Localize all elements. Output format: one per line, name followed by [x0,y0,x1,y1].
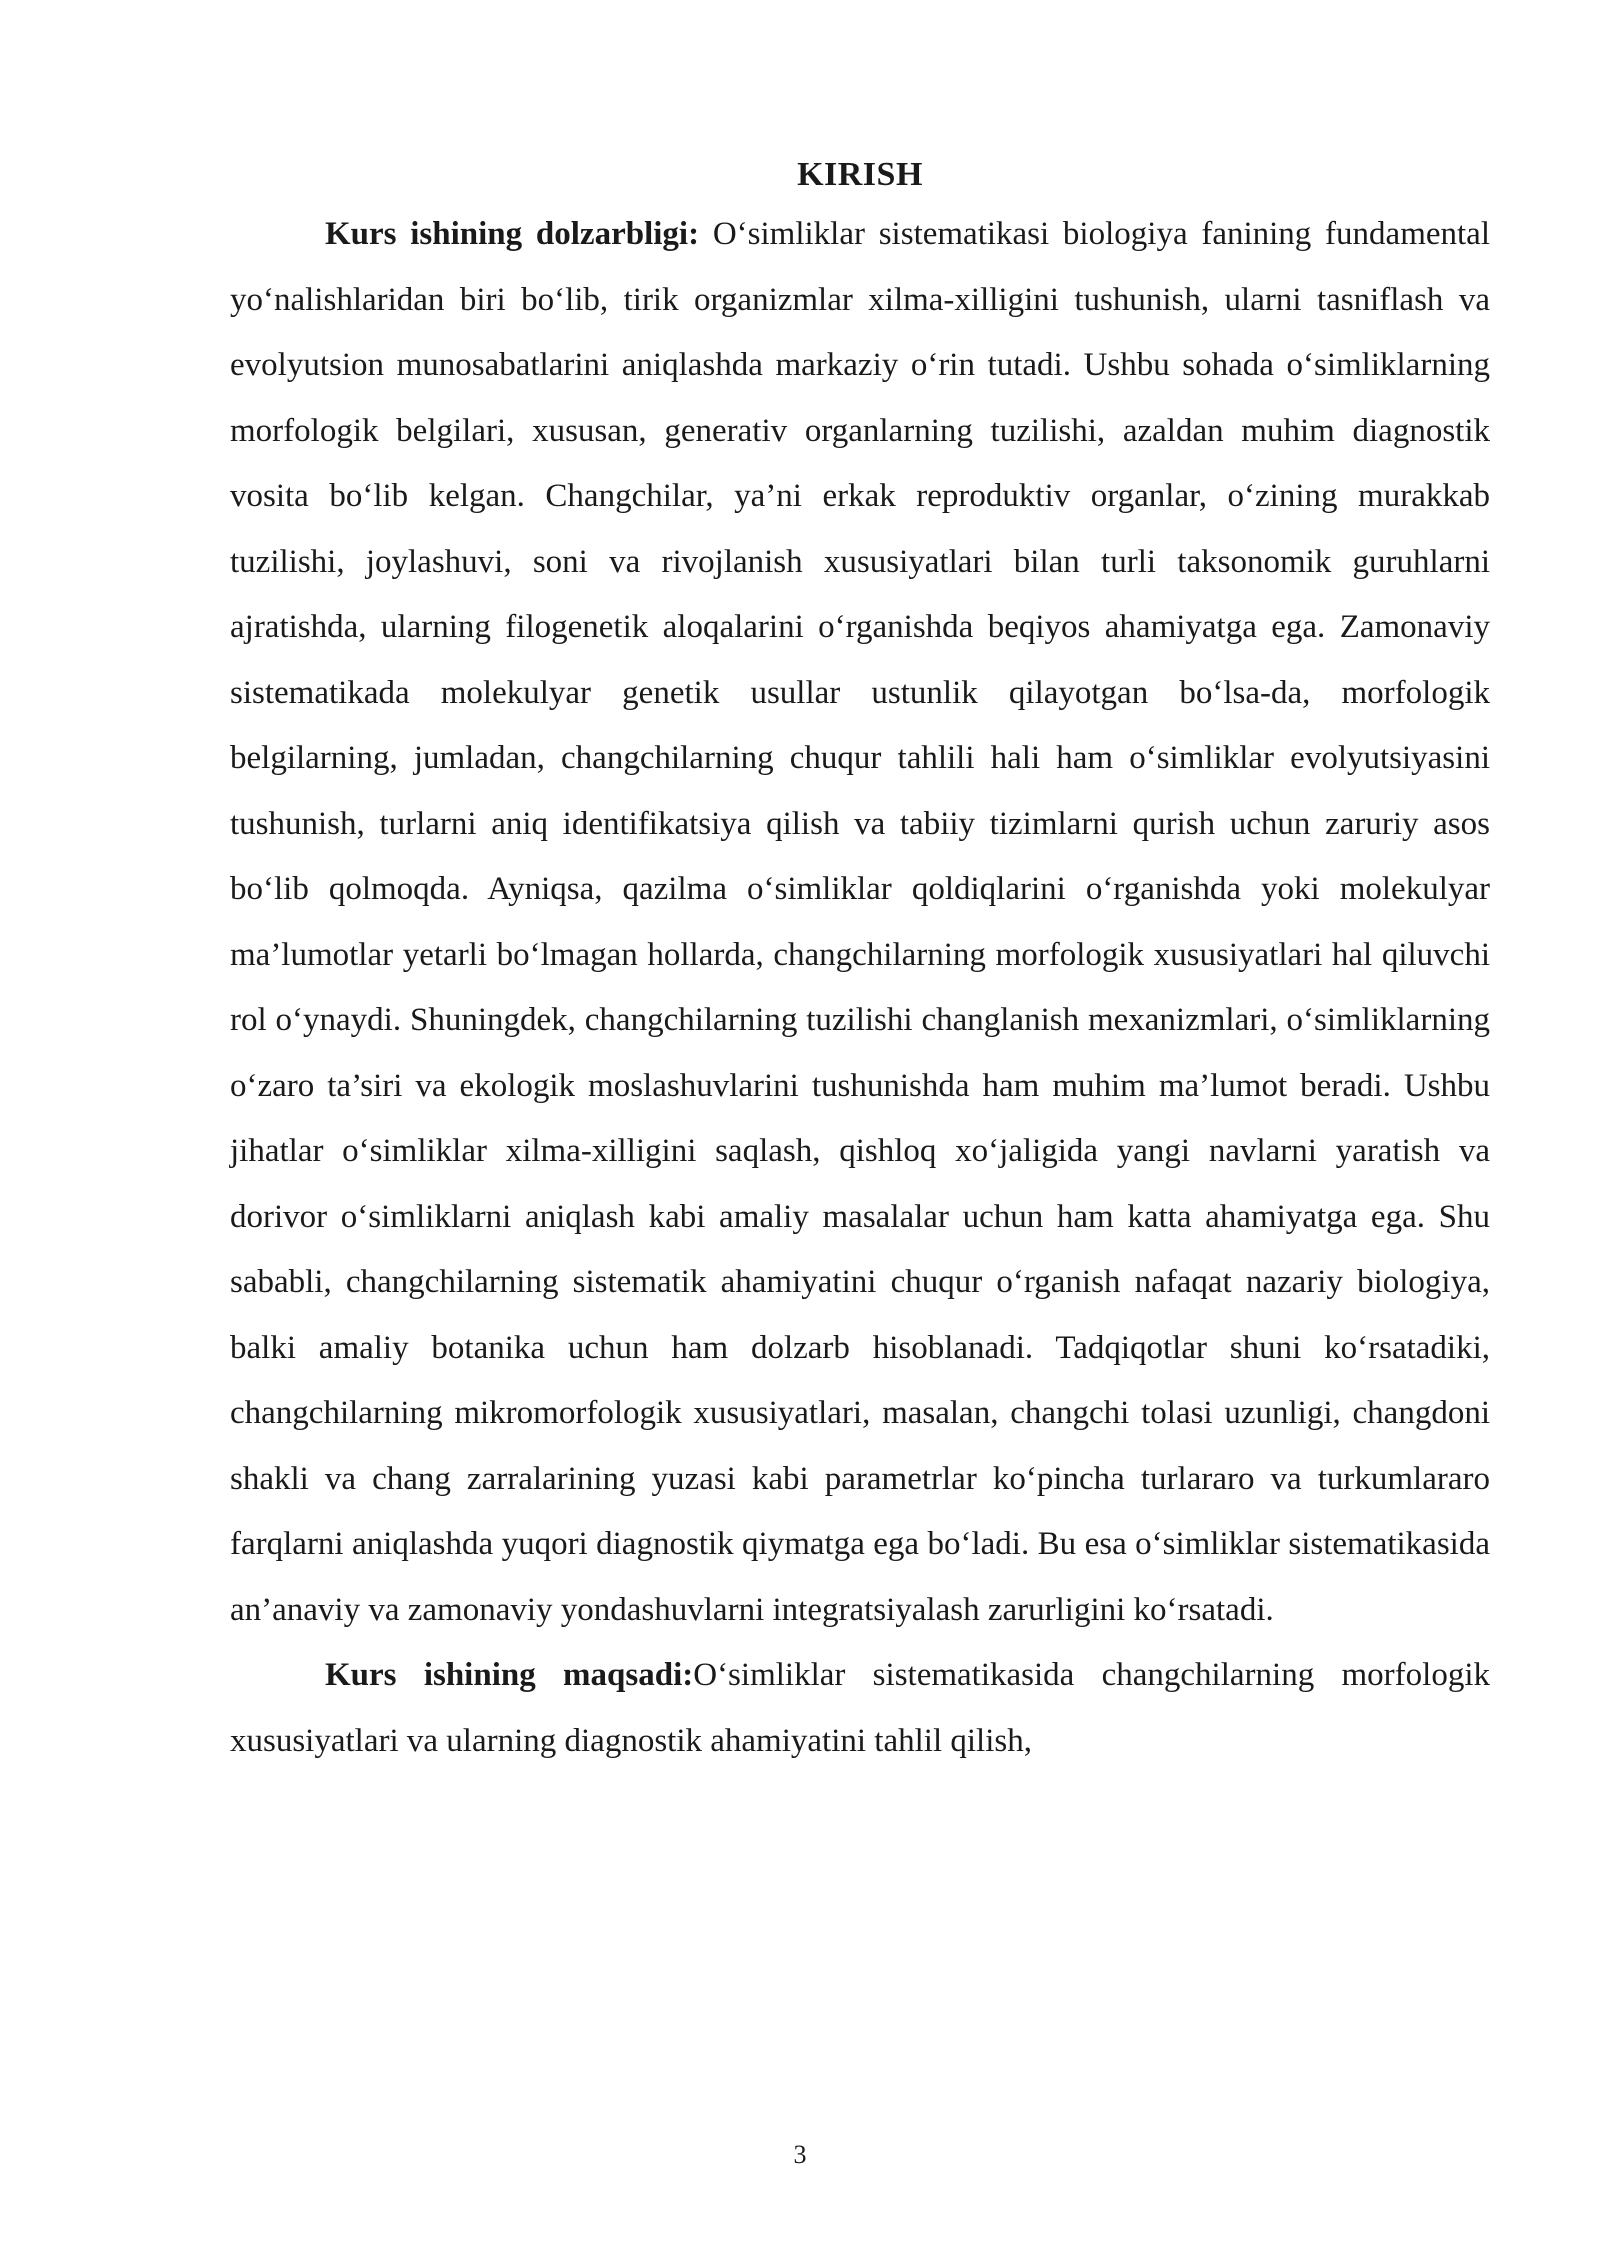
goal-paragraph [230,1643,1490,1774]
page-number: 3 [793,2140,807,2169]
goal-lead-label: Kurs ishining maqsadi: [325,1657,694,1693]
relevance-paragraph-text: Oʻsimliklar sistematikasi biologiya fanining fundamental yoʻnalishlaridan biri boʻlib, tirik organizmlar xilma-xilligini tushunish, ularni tasniflash va evolyutsion munosabatlarini aniqlashda markaziy oʻrin tutadi. Ushbu sohada oʻsimliklarning morfologik belgilari, xususan, generativ organlarning tuzilishi, azaldan muhim diagnostik vosita boʻlib kelgan. Changchilar, ya’ni erkak reproduktiv organlar, oʻzining murakkab tuzilishi, joylashuvi, soni va rivojlanish xususiyatlari bilan turli taksonomik guruhlarni ajratishda, ularning filogenetik aloqalarini oʻrganishda beqiyos ahamiyatga ega. Zamonaviy sistematikada molekulyar genetik usullar ustunlik qilayotgan boʻlsa-da, morfologik belgilarning, jumladan, changchilarning chuqur tahlili hali ham oʻsimliklar evolyutsiyasini tushunish, turlarni aniq identifikatsiya qilish va tabiiy tizimlarni qurish uchun zaruriy asos boʻlib qolmoqda. Ayniqsa, qazilma oʻsimliklar qoldiqlarini oʻrganishda yoki molekulyar ma’lumotlar yetarli boʻlmagan hollarda, changchilarning morfologik xususiyatlari hal qiluvchi rol oʻynaydi. Shuningdek, changchilarning tuzilishi changlanish mexanizmlari, oʻsimliklarning oʻzaro ta’siri va ekologik moslashuvlarini tushunishda ham muhim ma’lumot beradi. Ushbu jihatlar oʻsimliklar xilma-xilligini saqlash, qishloq xoʻjaligida yangi navlarni yaratish va dorivor oʻsimliklarni aniqlash kabi amaliy masalalar uchun ham katta ahamiyatga ega. Shu sababli, changchilarning sistematik ahamiyatini chuqur oʻrganish nafaqat nazariy biologiya, balki amaliy botanika uchun ham dolzarb hisoblanadi. Tadqiqotlar shuni koʻrsatadiki, changchilarning mikromorfologik xususiyatlari, masalan, changchi tolasi uzunligi, changdoni shakli va chang zarralarining yuzasi kabi parametrlar koʻpincha turlararo va turkumlararo farqlarni aniqlashda yuqori diagnostik qiymatga ega boʻladi. Bu esa oʻsimliklar sistematikasida an’anaviy va zamonaviy yondashuvlarni integratsiyalash zarurligini koʻrsatadi. [230,216,1490,1628]
relevance-lead-label: Kurs ishining dolzarbligi: [325,216,700,252]
relevance-paragraph [230,202,1490,1643]
section-heading: KIRISH [797,156,923,193]
page-body [230,148,1490,1774]
goal-paragraph-text: Oʻsimliklar sistematikasida changchilarning morfologik xususiyatlari va ularning diagnostik ahamiyatini tahlil qilish, [230,1657,1490,1759]
